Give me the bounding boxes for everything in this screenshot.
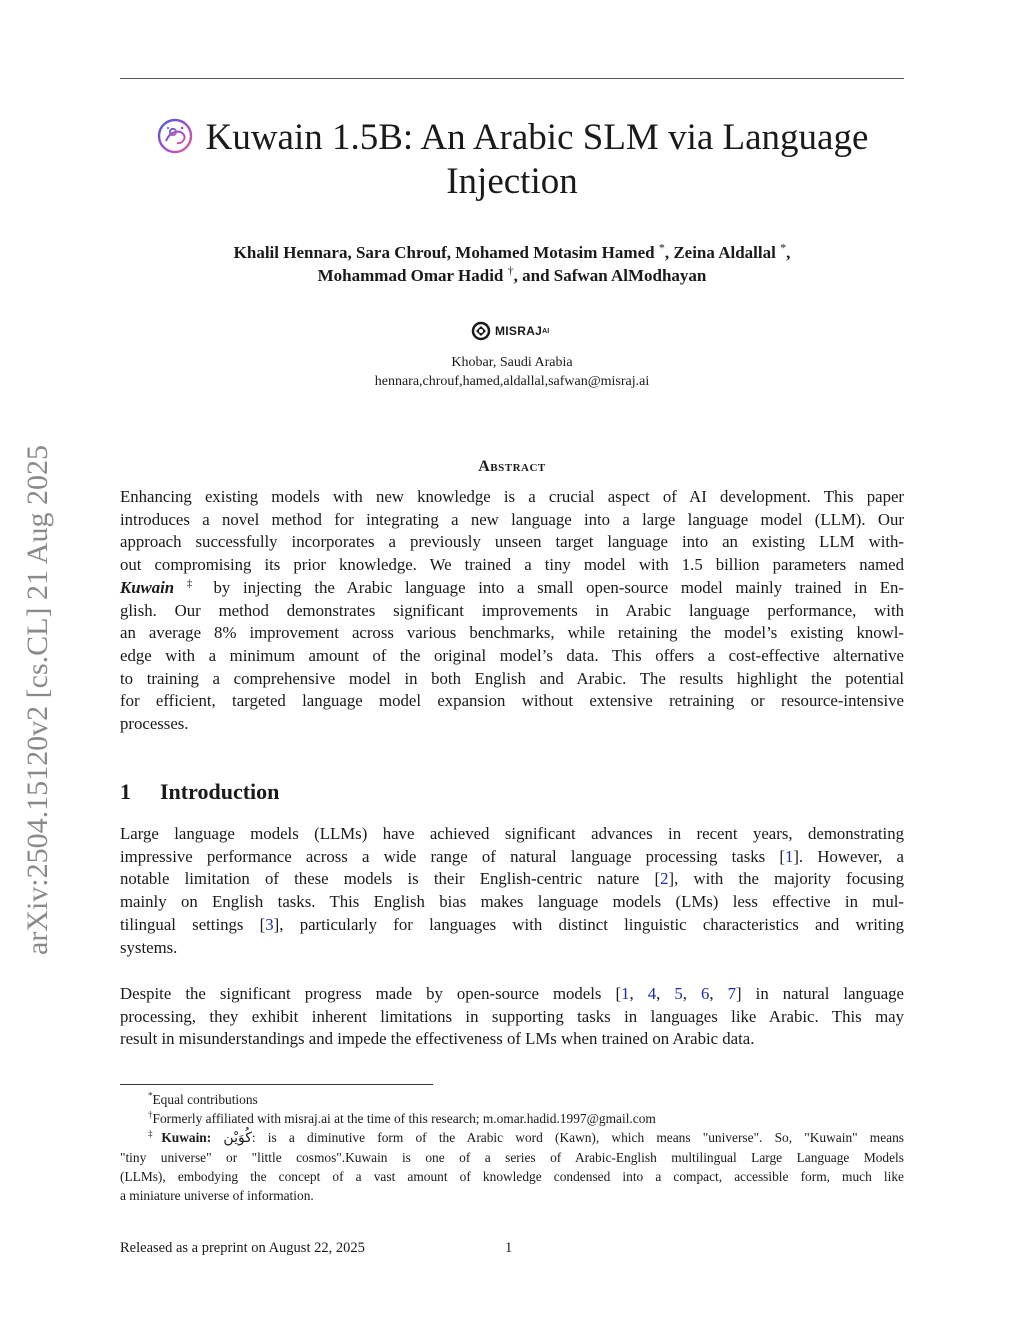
arxiv-identifier[interactable]: arXiv:2504.15120v2 [cs.CL] 21 Aug 2025 xyxy=(21,445,54,955)
section-heading-introduction xyxy=(120,778,279,806)
text-run: ], particularly for languages with distinct linguistic characteristics and writing xyxy=(273,914,904,934)
section-number: 1 xyxy=(120,779,131,804)
footnote-former-affiliation xyxy=(120,1109,904,1128)
paragraph-line xyxy=(120,846,904,869)
equal-contribution-mark[interactable]: * xyxy=(658,240,665,255)
affiliation-location: Khobar, Saudi Arabia xyxy=(451,355,573,370)
paragraph-line: Large language models (LLMs) have achieved significant advances in recent years, demonstrating xyxy=(120,824,904,843)
kuwain-footnote-mark[interactable]: ‡ xyxy=(186,577,201,590)
misraj-wordmark-suffix: AI xyxy=(542,327,550,335)
kuwain-emphasis: Kuwain xyxy=(120,577,175,597)
footnote-line: a miniature universe of information. xyxy=(120,1188,314,1203)
abstract-line: out compromising its prior knowledge. We trained a tiny model with 1.5 billion parameters named xyxy=(120,555,904,575)
abstract-line: glish. Our method demonstrates significant improvements in Arabic language performance, with xyxy=(120,600,904,620)
footnote-text: Formerly affiliated with misraj.ai at the time of this research; m.omar.hadid.1997@gmail.com xyxy=(152,1111,656,1126)
footnote-mark: * xyxy=(148,1090,153,1101)
footnote-line: (LLMs), embodying the concept of a vast amount of knowledge condensed into a compact, accessible form, much like xyxy=(120,1169,904,1184)
paragraph-line: Despite the significant progress made by open-source models [1, 4, 5, 6, 7] in natural language xyxy=(120,984,904,1003)
abstract-line: Enhancing existing models with new knowledge is a crucial aspect of AI development. This paper xyxy=(120,487,904,506)
paragraph-line: systems. xyxy=(120,937,178,957)
text-run: tilingual settings [ xyxy=(120,914,266,934)
text-run: notable limitation of these models is their English-centric nature [ xyxy=(120,869,661,889)
authors-part-3: , xyxy=(786,243,791,262)
authors-part-5: , and Safwan AlModhayan xyxy=(513,266,707,285)
abstract-line: an average 8% improvement across various benchmarks, while retaining the model’s existing knowl- xyxy=(120,623,904,643)
release-note: Released as a preprint on August 22, 2025 xyxy=(120,1240,365,1256)
text-run: ], with the majority focusing xyxy=(668,869,904,889)
kuwain-logo-icon xyxy=(156,117,194,155)
misraj-mark-icon xyxy=(471,321,491,341)
misraj-logo xyxy=(471,320,549,342)
citation-link[interactable]: 1 xyxy=(784,846,794,866)
text-run: ] in natural language xyxy=(736,984,904,1003)
abstract-line-kuwain xyxy=(120,577,904,600)
footnote-label: Kuwain: xyxy=(161,1130,212,1145)
footnotes xyxy=(120,1090,904,1205)
arabic-word: كُوَيْن xyxy=(223,1130,252,1146)
footnote-kuwain xyxy=(120,1128,904,1205)
paragraph-line: processing, they exhibit inherent limitations in supporting tasks in languages like Arabic. This may xyxy=(120,1006,904,1026)
citation-link[interactable]: 7 xyxy=(727,984,737,1003)
section-title: Introduction xyxy=(160,779,280,804)
abstract-line: approach successfully incorporates a previously unseen target language into an existing LLM with- xyxy=(120,532,904,552)
footnote-line xyxy=(120,1128,904,1148)
abstract-line: edge with a minimum amount of the original model’s data. This offers a cost-effective alternative xyxy=(120,645,904,665)
citation-link[interactable]: 4 xyxy=(647,984,657,1003)
footnote-text: Equal contributions xyxy=(152,1092,258,1107)
misraj-wordmark: MISRAJ xyxy=(495,324,543,338)
affiliation xyxy=(120,353,904,391)
paragraph-line xyxy=(120,868,904,891)
paper-title xyxy=(120,116,904,204)
footnote-text: : is a diminutive form of the Arabic word (Kawn), which means "universe". So, "Kuwain" means xyxy=(251,1130,905,1145)
footnote-equal-contributions xyxy=(120,1090,904,1109)
abstract-body xyxy=(120,486,904,736)
abstract-line: for efficient, targeted language model expansion without extensive retraining or resource-intensive xyxy=(120,691,904,711)
paragraph-line: result in misunderstandings and impede the effectiveness of LMs when trained on Arabic data. xyxy=(120,1029,755,1049)
title-line-2: Injection xyxy=(446,161,578,202)
footnote-line: "tiny universe" or "little cosmos".Kuwain is one of a series of Arabic-English multilingual Large Language Models xyxy=(120,1150,904,1165)
header-rule xyxy=(120,78,904,79)
citation-link[interactable]: 5 xyxy=(674,984,683,1003)
intro-paragraph-2 xyxy=(120,983,904,1051)
abstract-heading: Abstract xyxy=(478,458,546,475)
footnote-mark: ‡ xyxy=(148,1128,162,1139)
footnote-rule xyxy=(120,1084,433,1085)
abstract-line: to training a comprehensive model in both English and Arabic. The results highlight the potential xyxy=(120,668,904,688)
paragraph-line: mainly on English tasks. This English bias makes language models (LMs) less effective in mul- xyxy=(120,892,904,912)
text-run: ]. However, a xyxy=(793,846,904,866)
title-line-1: Kuwain 1.5B: An Arabic SLM via Language xyxy=(205,117,869,158)
page-number: 1 xyxy=(505,1240,513,1256)
affiliation-emails[interactable]: hennara,chrouf,hamed,aldallal,safwan@misraj.ai xyxy=(374,374,650,389)
citation-link[interactable]: 2 xyxy=(660,869,669,889)
authors-part-2: , Zeina Aldallal xyxy=(664,243,781,262)
paragraph-line xyxy=(120,914,904,937)
text-run: impressive performance across a wide range of natural language processing tasks [ xyxy=(120,846,785,866)
abstract-line: processes. xyxy=(120,714,189,734)
citation-link[interactable]: 1 xyxy=(621,984,630,1003)
authors-part-4: Mohammad Omar Hadid xyxy=(317,266,508,285)
citation-link[interactable]: 3 xyxy=(265,914,274,934)
equal-contribution-mark[interactable]: * xyxy=(780,240,787,255)
intro-paragraph-1 xyxy=(120,823,904,959)
citation-link[interactable]: 6 xyxy=(701,984,710,1003)
text-run: Despite the significant progress made by open-source models [ xyxy=(120,984,622,1003)
footnote-mark: † xyxy=(148,1109,153,1120)
former-affiliation-mark[interactable]: † xyxy=(507,263,514,278)
authors-part-1: Khalil Hennara, Sara Chrouf, Mohamed Motasim Hamed xyxy=(233,243,659,262)
abstract-line: introduces a novel method for integrating a new language into a large language model (LLM). Our xyxy=(120,509,904,529)
author-list xyxy=(120,241,904,287)
abstract-line-text: by injecting the Arabic language into a small open-source model mainly trained in En- xyxy=(213,577,905,597)
